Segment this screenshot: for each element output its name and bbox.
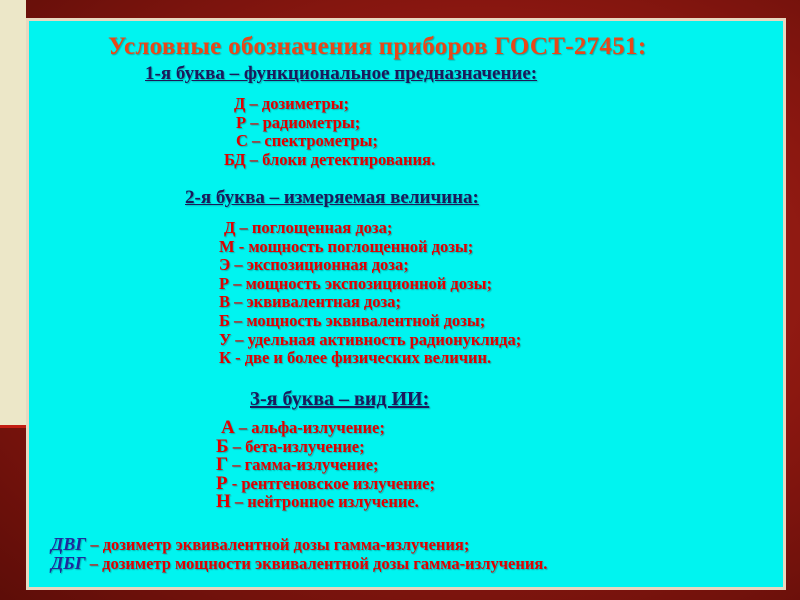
footer-notes bbox=[51, 535, 547, 573]
list-item: БД – блоки детектирования. bbox=[224, 149, 436, 169]
list-item-letter: Б bbox=[216, 435, 229, 457]
list-item: Д – поглощенная доза; bbox=[224, 218, 393, 237]
side-rule bbox=[0, 425, 26, 428]
section-2-list bbox=[219, 219, 521, 368]
list-item-text: – альфа-излучение; bbox=[234, 418, 385, 437]
list-item-letter: А bbox=[221, 417, 235, 438]
list-item: Д – дозиметры; bbox=[234, 94, 350, 113]
list-item-text: – гамма-излучение; bbox=[228, 455, 379, 475]
list-item bbox=[216, 472, 435, 494]
footer-abbr: ДБГ bbox=[51, 553, 86, 573]
footer-line bbox=[51, 535, 547, 554]
section-1-heading: 1-я буква – функциональное предназначение: bbox=[145, 63, 538, 84]
footer-text: – дозиметр мощности эквивалентной дозы гамма-излучения. bbox=[85, 554, 548, 573]
list-item: М - мощность поглощенной дозы; bbox=[219, 236, 474, 256]
section-3-list bbox=[216, 419, 435, 512]
footer-text: – дозиметр эквивалентной дозы гамма-излучения; bbox=[86, 535, 470, 554]
list-item-letter: Н bbox=[216, 491, 231, 513]
content-panel bbox=[26, 18, 786, 590]
footer-abbr: ДВГ bbox=[51, 534, 87, 554]
list-item-letter: Р bbox=[216, 472, 228, 494]
section-3-heading: 3-я буква – вид ИИ: bbox=[250, 388, 430, 410]
list-item-text: - рентгеновское излучение; bbox=[227, 473, 435, 493]
list-item-text: – бета-излучение; bbox=[228, 436, 365, 456]
list-item: У – удельная активность радионуклида; bbox=[219, 329, 522, 349]
side-strip bbox=[0, 0, 26, 425]
list-item: Р – мощность экспозиционной дозы; bbox=[219, 273, 493, 293]
list-item-text: – нейтронное излучение. bbox=[230, 492, 419, 512]
list-item: С – спектрометры; bbox=[236, 131, 378, 151]
list-item: Р – радиометры; bbox=[236, 112, 361, 132]
list-item bbox=[216, 419, 435, 438]
section-2-heading: 2-я буква – измеряемая величина: bbox=[185, 187, 479, 208]
list-item: Б – мощность эквивалентной дозы; bbox=[219, 310, 486, 330]
slide-title: Условные обозначения приборов ГОСТ-27451: bbox=[108, 33, 647, 60]
section-1-list bbox=[224, 95, 435, 169]
list-item: К - две и более физических величин. bbox=[219, 348, 492, 368]
list-item-letter: Г bbox=[216, 454, 229, 476]
footer-line bbox=[51, 554, 547, 573]
list-item: В – эквивалентная доза; bbox=[219, 292, 401, 312]
list-item bbox=[216, 435, 435, 457]
list-item bbox=[216, 493, 435, 512]
list-item: Э – экспозиционная доза; bbox=[219, 255, 409, 275]
list-item bbox=[216, 456, 435, 475]
